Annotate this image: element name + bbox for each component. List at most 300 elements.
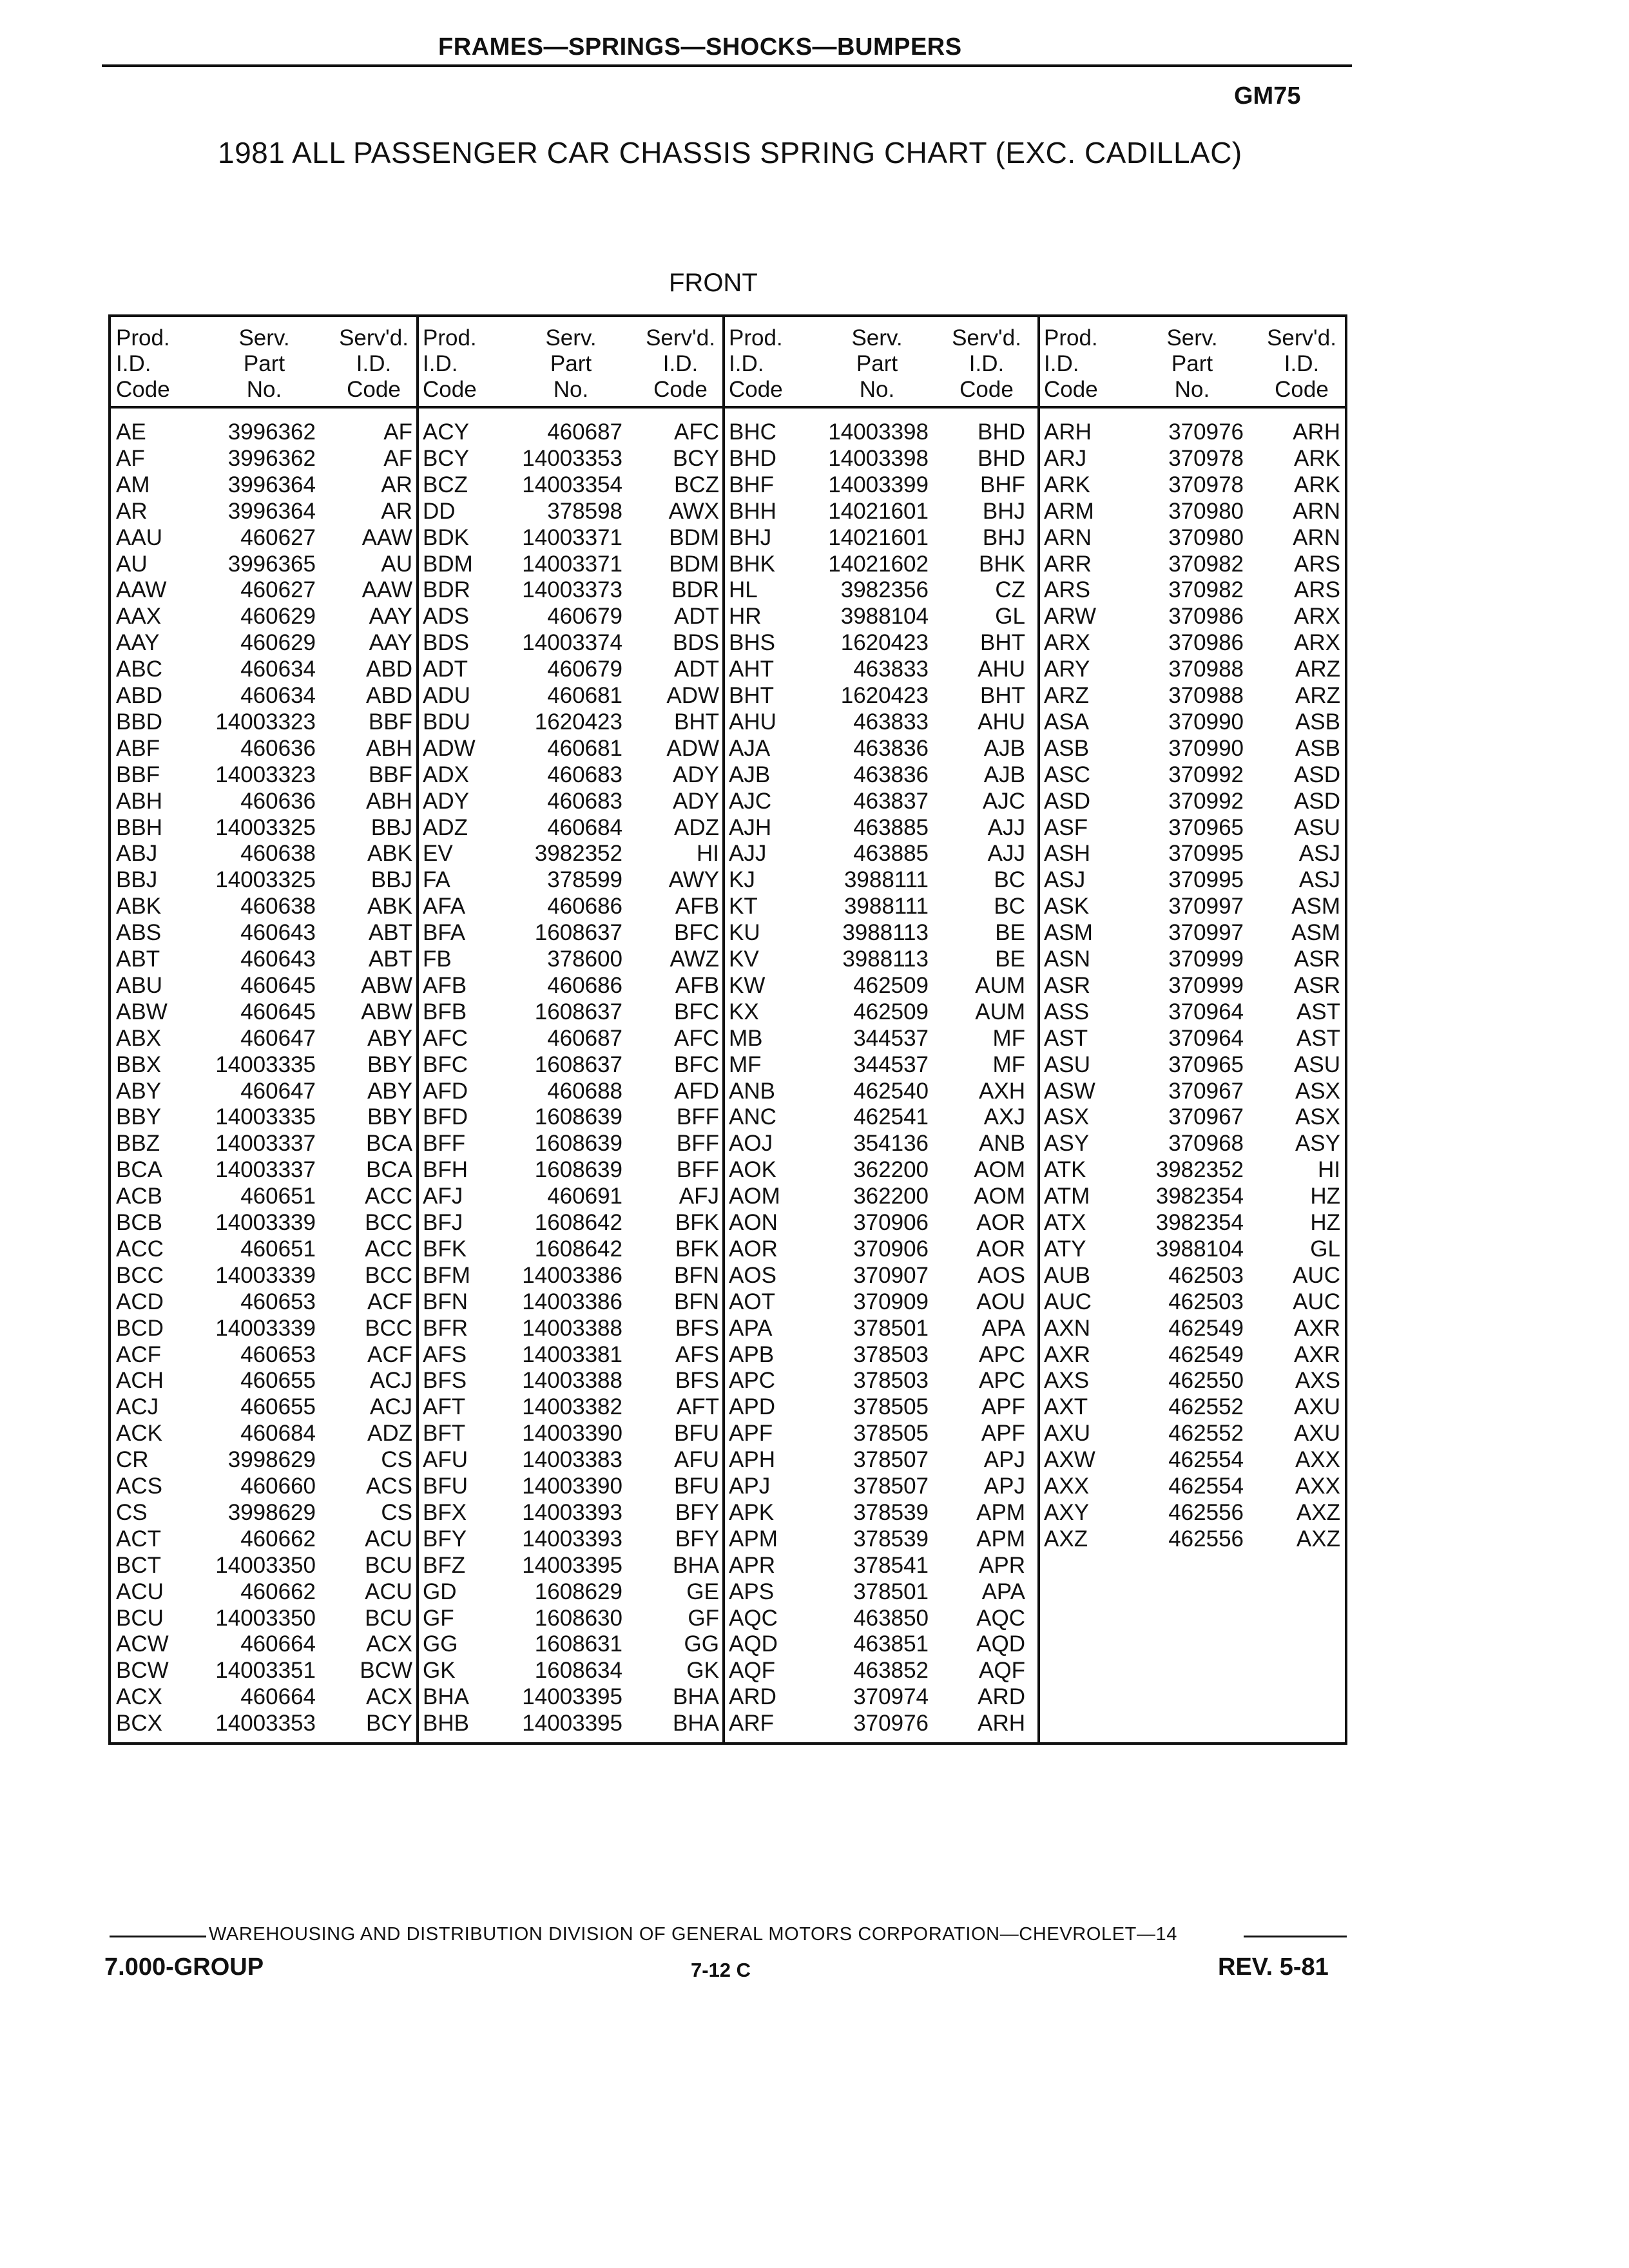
serviced-id-code: ANB (979, 1131, 1025, 1157)
table-row (729, 1631, 1032, 1657)
footer-rule-left (110, 1936, 206, 1937)
prod-id-code: BHS (729, 630, 775, 656)
serviced-id-code: ACF (367, 1289, 412, 1314)
service-part-number: 370967 (1168, 1104, 1244, 1130)
serviced-id-code: ASJ (1298, 841, 1340, 867)
table-row (423, 682, 726, 709)
service-part-number: 14003337 (215, 1131, 316, 1157)
prod-id-code: ANB (729, 1078, 775, 1104)
service-part-number: 3988104 (1155, 1236, 1244, 1262)
serviced-id-code: AF (383, 445, 412, 471)
serviced-id-code: ASM (1291, 920, 1340, 946)
table-row (1044, 709, 1347, 735)
prod-id-code: BCY (423, 445, 469, 471)
serviced-id-code: MF (992, 1052, 1025, 1077)
service-part-number: 354136 (853, 1131, 929, 1157)
prod-id-code: APF (729, 1421, 773, 1446)
serviced-id-code: BCA (366, 1157, 412, 1183)
serviced-id-code: ABH (366, 735, 412, 761)
service-part-number: 14003323 (215, 762, 316, 787)
table-row (729, 893, 1032, 919)
table-row (116, 867, 419, 893)
table-row (729, 472, 1032, 498)
service-part-number: 14003353 (522, 445, 622, 471)
column-header-line: No. (1174, 377, 1210, 402)
prod-id-code: ASW (1044, 1078, 1095, 1104)
column-header-line: I.D. (423, 351, 458, 376)
service-part-number: 14003390 (522, 1421, 622, 1446)
service-part-number: 370992 (1168, 762, 1244, 787)
serviced-id-code: AAY (369, 604, 412, 629)
service-part-number: 14003335 (215, 1104, 316, 1130)
prod-id-code: AXR (1044, 1341, 1090, 1367)
prod-id-code: ARJ (1044, 445, 1087, 471)
table-row (116, 524, 419, 551)
prod-id-code: BCW (116, 1658, 169, 1684)
serviced-id-code: AWY (668, 867, 719, 893)
serviced-id-code: AHU (978, 709, 1025, 735)
table-row (729, 788, 1032, 814)
prod-id-code: BBJ (116, 867, 158, 893)
prod-id-code: BFT (423, 1421, 466, 1446)
service-part-number: 14003325 (215, 814, 316, 840)
prod-id-code: ATX (1044, 1210, 1086, 1235)
service-part-number: 460662 (240, 1526, 316, 1552)
table-row (423, 1394, 726, 1420)
service-part-number: 378507 (853, 1447, 929, 1473)
serviced-id-code: AXU (1294, 1394, 1340, 1420)
prod-id-code: BCD (116, 1315, 164, 1341)
prod-id-code: BCC (116, 1262, 164, 1288)
prod-id-code: BBZ (116, 1131, 160, 1157)
prod-id-code: AAX (116, 604, 162, 629)
service-part-number: 14003382 (522, 1394, 622, 1420)
prod-id-code: HR (729, 604, 762, 629)
service-part-number: 14003388 (522, 1315, 622, 1341)
prod-id-code: BFU (423, 1474, 468, 1499)
prod-id-code: BCU (116, 1605, 164, 1631)
column-header-prod (1044, 325, 1121, 403)
column-header-line: No. (553, 377, 589, 402)
table-row (116, 840, 419, 867)
serviced-id-code: HI (1318, 1157, 1340, 1183)
prod-id-code: BHC (729, 419, 776, 445)
table-row (1044, 603, 1347, 629)
service-part-number: 463836 (853, 762, 929, 787)
service-part-number: 460687 (547, 1025, 622, 1051)
serviced-id-code: ACJ (369, 1394, 412, 1420)
service-part-number: 460645 (240, 972, 316, 998)
table-row (1044, 1446, 1347, 1473)
serviced-id-code: BE (995, 947, 1025, 972)
table-row (729, 946, 1032, 972)
serviced-id-code: APM (976, 1499, 1025, 1525)
prod-id-code: ASH (1044, 841, 1090, 867)
table-row (729, 972, 1032, 999)
service-part-number: 370964 (1168, 999, 1244, 1024)
prod-id-code: BHA (423, 1684, 469, 1710)
table-row (423, 1552, 726, 1579)
prod-id-code: ACU (116, 1579, 164, 1604)
prod-id-code: AAY (116, 630, 160, 656)
serviced-id-code: BBF (368, 709, 412, 735)
prod-id-code: ATY (1044, 1236, 1086, 1262)
prod-id-code: AHT (729, 657, 774, 682)
table-row (423, 972, 726, 999)
service-part-number: 463885 (853, 841, 929, 867)
prod-id-code: AU (116, 551, 148, 577)
service-part-number: 463836 (853, 735, 929, 761)
service-part-number: 460664 (240, 1684, 316, 1710)
table-row (729, 1605, 1032, 1631)
serviced-id-code: AXR (1294, 1315, 1340, 1341)
prod-id-code: ASS (1044, 999, 1090, 1024)
table-row (116, 1262, 419, 1289)
serviced-id-code: ABD (366, 657, 412, 682)
service-part-number: 378501 (853, 1315, 929, 1341)
prod-id-code: AE (116, 419, 146, 445)
table-row (116, 1526, 419, 1552)
serviced-id-code: APM (976, 1526, 1025, 1552)
serviced-id-code: AU (381, 551, 412, 577)
serviced-id-code: ABW (361, 972, 412, 998)
service-part-number: 3996365 (227, 551, 316, 577)
prod-id-code: BCZ (423, 472, 468, 497)
prod-id-code: AAW (116, 577, 167, 603)
serviced-id-code: AFS (675, 1341, 719, 1367)
serviced-id-code: CS (381, 1499, 412, 1525)
service-part-number: 378505 (853, 1394, 929, 1420)
prod-id-code: FB (423, 947, 452, 972)
prod-id-code: ASM (1044, 920, 1093, 946)
service-part-number: 462503 (1168, 1289, 1244, 1314)
prod-id-code: BFR (423, 1315, 468, 1341)
prod-id-code: ABC (116, 657, 162, 682)
prod-id-code: ACH (116, 1368, 164, 1394)
service-part-number: 460683 (547, 762, 622, 787)
table-row (729, 762, 1032, 788)
prod-id-code: AAU (116, 524, 162, 550)
service-part-number: 462509 (853, 972, 929, 998)
service-part-number: 14003353 (215, 1711, 316, 1736)
table-row (729, 1552, 1032, 1579)
footer-division: WAREHOUSING AND DISTRIBUTION DIVISION OF GENERAL MOTORS CORPORATION—CHEVROLET—14 (209, 1924, 1178, 1945)
table-row (116, 656, 419, 682)
table-row (1044, 1315, 1347, 1341)
prod-id-code: BFH (423, 1157, 468, 1183)
chart-title: 1981 ALL PASSENGER CAR CHASSIS SPRING CHART (EXC. CADILLAC) (218, 136, 1242, 169)
service-part-number: 462552 (1168, 1394, 1244, 1420)
footer-rule-right (1244, 1936, 1347, 1937)
serviced-id-code: AOR (976, 1210, 1025, 1235)
service-part-number: 1608637 (534, 920, 622, 946)
prod-id-code: BFJ (423, 1210, 463, 1235)
table-row (729, 1130, 1032, 1157)
prod-id-code: AQD (729, 1631, 778, 1657)
serviced-id-code: ASR (1294, 972, 1340, 998)
service-part-number: 370976 (853, 1711, 929, 1736)
table-row (1044, 867, 1347, 893)
service-part-number: 1608630 (534, 1605, 622, 1631)
prod-id-code: GG (423, 1631, 458, 1657)
prod-id-code: ABT (116, 947, 160, 972)
prod-id-code: MF (729, 1052, 762, 1077)
serviced-id-code: BDM (669, 524, 719, 550)
table-row (1044, 999, 1347, 1025)
serviced-id-code: BC (994, 867, 1025, 893)
table-row (116, 1209, 419, 1236)
serviced-id-code: BFF (676, 1157, 719, 1183)
service-part-number: 460684 (240, 1421, 316, 1446)
serviced-id-code: AXH (979, 1078, 1025, 1104)
section-label: FRONT (669, 269, 758, 297)
prod-id-code: BFK (423, 1236, 467, 1262)
serviced-id-code: AXX (1295, 1474, 1340, 1499)
serviced-id-code: AR (381, 498, 412, 524)
prod-id-code: BCT (116, 1552, 161, 1578)
prod-id-code: ABX (116, 1025, 162, 1051)
service-part-number: 378503 (853, 1341, 929, 1367)
serviced-id-code: ABT (368, 947, 412, 972)
serviced-id-code: APF (981, 1394, 1025, 1420)
table-row (1044, 1341, 1347, 1368)
service-part-number: 463833 (853, 709, 929, 735)
table-row (423, 814, 726, 841)
prod-id-code: ASY (1044, 1131, 1090, 1157)
prod-id-code: AFJ (423, 1184, 463, 1209)
table-row (1044, 1289, 1347, 1315)
service-part-number: 3982356 (840, 577, 929, 603)
serviced-id-code: ARX (1294, 604, 1340, 629)
column-header-line: Code (116, 377, 170, 402)
prod-id-code: AXN (1044, 1315, 1090, 1341)
service-part-number: 370988 (1168, 683, 1244, 708)
column-divider (1037, 314, 1040, 1745)
table-row (423, 1209, 726, 1236)
service-part-number: 14003398 (828, 445, 929, 471)
serviced-id-code: AQF (979, 1658, 1025, 1684)
prod-id-code: AXT (1044, 1394, 1088, 1420)
service-part-number: 462554 (1168, 1447, 1244, 1473)
service-part-number: 460684 (547, 814, 622, 840)
column-header-line: Prod. (1044, 325, 1098, 351)
section-header-title: FRAMES—SPRINGS—SHOCKS—BUMPERS (438, 34, 962, 61)
service-part-number: 3996362 (227, 419, 316, 445)
prod-id-code: AQF (729, 1658, 775, 1684)
prod-id-code: DD (423, 498, 456, 524)
table-row (116, 1078, 419, 1104)
serviced-id-code: APJ (983, 1474, 1025, 1499)
table-row (423, 1446, 726, 1473)
column-header-line: Prod. (729, 325, 783, 351)
table-row (116, 551, 419, 577)
table-row (423, 1078, 726, 1104)
service-part-number: 3982354 (1155, 1210, 1244, 1235)
service-part-number: 460686 (547, 894, 622, 919)
service-part-number: 14003354 (522, 472, 622, 497)
serviced-id-code: BHT (674, 709, 719, 735)
prod-id-code: APA (729, 1315, 773, 1341)
prod-id-code: ABJ (116, 841, 158, 867)
service-part-number: 14003386 (522, 1289, 622, 1314)
serviced-id-code: CS (381, 1447, 412, 1473)
prod-id-code: ARX (1044, 630, 1090, 656)
prod-id-code: ABS (116, 920, 162, 946)
serviced-id-code: AFB (675, 894, 719, 919)
serviced-id-code: ARZ (1295, 683, 1340, 708)
table-row (423, 577, 726, 603)
table-row (1044, 919, 1347, 946)
table-row (1044, 788, 1347, 814)
prod-id-code: ANC (729, 1104, 776, 1130)
service-part-number: 460636 (240, 788, 316, 814)
service-part-number: 14021601 (828, 498, 929, 524)
table-row (729, 629, 1032, 656)
column-header-line: Serv'd. (646, 325, 715, 351)
table-row (423, 946, 726, 972)
serviced-id-code: ARZ (1295, 657, 1340, 682)
table-row (423, 419, 726, 445)
serviced-id-code: ASD (1294, 762, 1340, 787)
service-part-number: 14003374 (522, 630, 622, 656)
service-part-number: 370997 (1168, 920, 1244, 946)
serviced-id-code: BBF (368, 762, 412, 787)
service-part-number: 14003393 (522, 1499, 622, 1525)
table-row (729, 498, 1032, 524)
table-row (729, 445, 1032, 472)
table-row (423, 788, 726, 814)
serviced-id-code: ABD (366, 683, 412, 708)
table-row (729, 577, 1032, 603)
service-part-number: 462556 (1168, 1526, 1244, 1552)
prod-id-code: AJJ (729, 841, 767, 867)
serviced-id-code: GE (686, 1579, 719, 1604)
serviced-id-code: BCU (365, 1605, 412, 1631)
service-part-number: 462552 (1168, 1421, 1244, 1446)
column-header-line: Serv. (1166, 325, 1218, 351)
table-row (423, 1684, 726, 1710)
prod-id-code: ASA (1044, 709, 1090, 735)
serviced-id-code: ARD (978, 1684, 1025, 1710)
column-header-line: I.D. (116, 351, 151, 376)
service-part-number: 362200 (853, 1157, 929, 1183)
serviced-id-code: AJJ (987, 841, 1025, 867)
table-row (116, 1499, 419, 1526)
serviced-id-code: ASB (1295, 735, 1340, 761)
prod-id-code: AXW (1044, 1447, 1095, 1473)
prod-id-code: APR (729, 1552, 775, 1578)
service-part-number: 370980 (1168, 524, 1244, 550)
table-row (729, 1499, 1032, 1526)
prod-id-code: ADS (423, 604, 469, 629)
prod-id-code: AUC (1044, 1289, 1092, 1314)
column-header-serv (825, 325, 929, 403)
prod-id-code: ASC (1044, 762, 1090, 787)
table-row (116, 1130, 419, 1157)
serviced-id-code: BHT (980, 630, 1025, 656)
table-row (729, 814, 1032, 841)
serviced-id-code: APA (981, 1579, 1025, 1604)
prod-id-code: ABU (116, 972, 162, 998)
serviced-id-code: BHA (673, 1711, 719, 1736)
serviced-id-code: BFU (674, 1421, 719, 1446)
service-part-number: 460679 (547, 604, 622, 629)
service-part-number: 1620423 (534, 709, 622, 735)
prod-id-code: ATK (1044, 1157, 1086, 1183)
service-part-number: 370978 (1168, 445, 1244, 471)
service-part-number: 14021602 (828, 551, 929, 577)
serviced-id-code: BCC (365, 1210, 412, 1235)
serviced-id-code: ADT (674, 657, 719, 682)
serviced-id-code: BHA (673, 1552, 719, 1578)
prod-id-code: AXX (1044, 1474, 1090, 1499)
table-row (423, 472, 726, 498)
service-part-number: 463850 (853, 1605, 929, 1631)
table-row (423, 1499, 726, 1526)
prod-id-code: AHU (729, 709, 776, 735)
table-row (1044, 1526, 1347, 1552)
table-row (116, 1394, 419, 1420)
service-part-number: 460645 (240, 999, 316, 1024)
table-row (729, 1684, 1032, 1710)
service-part-number: 378539 (853, 1499, 929, 1525)
prod-id-code: BCA (116, 1157, 162, 1183)
table-row (423, 629, 726, 656)
table-row (116, 472, 419, 498)
service-part-number: 1608637 (534, 999, 622, 1024)
serviced-id-code: AWZ (670, 947, 719, 972)
prod-id-code: BFZ (423, 1552, 466, 1578)
prod-id-code: AOM (729, 1184, 780, 1209)
service-part-number: 460655 (240, 1368, 316, 1394)
table-row (1044, 1420, 1347, 1446)
column-header-line: I.D. (729, 351, 764, 376)
serviced-id-code: AAW (361, 577, 412, 603)
table-row (1044, 551, 1347, 577)
table-row (423, 1341, 726, 1368)
serviced-id-code: ASJ (1298, 867, 1340, 893)
table-row (116, 1025, 419, 1052)
serviced-id-code: AXX (1295, 1447, 1340, 1473)
prod-id-code: ABD (116, 683, 162, 708)
prod-id-code: EV (423, 841, 453, 867)
prod-id-code: GD (423, 1579, 457, 1604)
column-header-line: Code (423, 377, 477, 402)
prod-id-code: ATM (1044, 1184, 1090, 1209)
service-part-number: 14003383 (522, 1447, 622, 1473)
prod-id-code: ACD (116, 1289, 164, 1314)
table-row (1044, 629, 1347, 656)
prod-id-code: AOK (729, 1157, 776, 1183)
prod-id-code: AOT (729, 1289, 775, 1314)
serviced-id-code: HI (697, 841, 719, 867)
column-header-line: I.D. (356, 351, 392, 376)
serviced-id-code: BBY (367, 1052, 412, 1077)
service-part-number: 14003339 (215, 1210, 316, 1235)
service-part-number: 460647 (240, 1078, 316, 1104)
prod-id-code: ACX (116, 1684, 162, 1710)
prod-id-code: BFB (423, 999, 467, 1024)
table-row (116, 946, 419, 972)
column-header-line: No. (859, 377, 895, 402)
serviced-id-code: BDS (673, 630, 719, 656)
prod-id-code: AOS (729, 1262, 776, 1288)
prod-id-code: ARM (1044, 498, 1094, 524)
table-row (729, 735, 1032, 762)
table-row (423, 1157, 726, 1183)
service-part-number: 14003371 (522, 551, 622, 577)
serviced-id-code: AST (1296, 999, 1340, 1024)
